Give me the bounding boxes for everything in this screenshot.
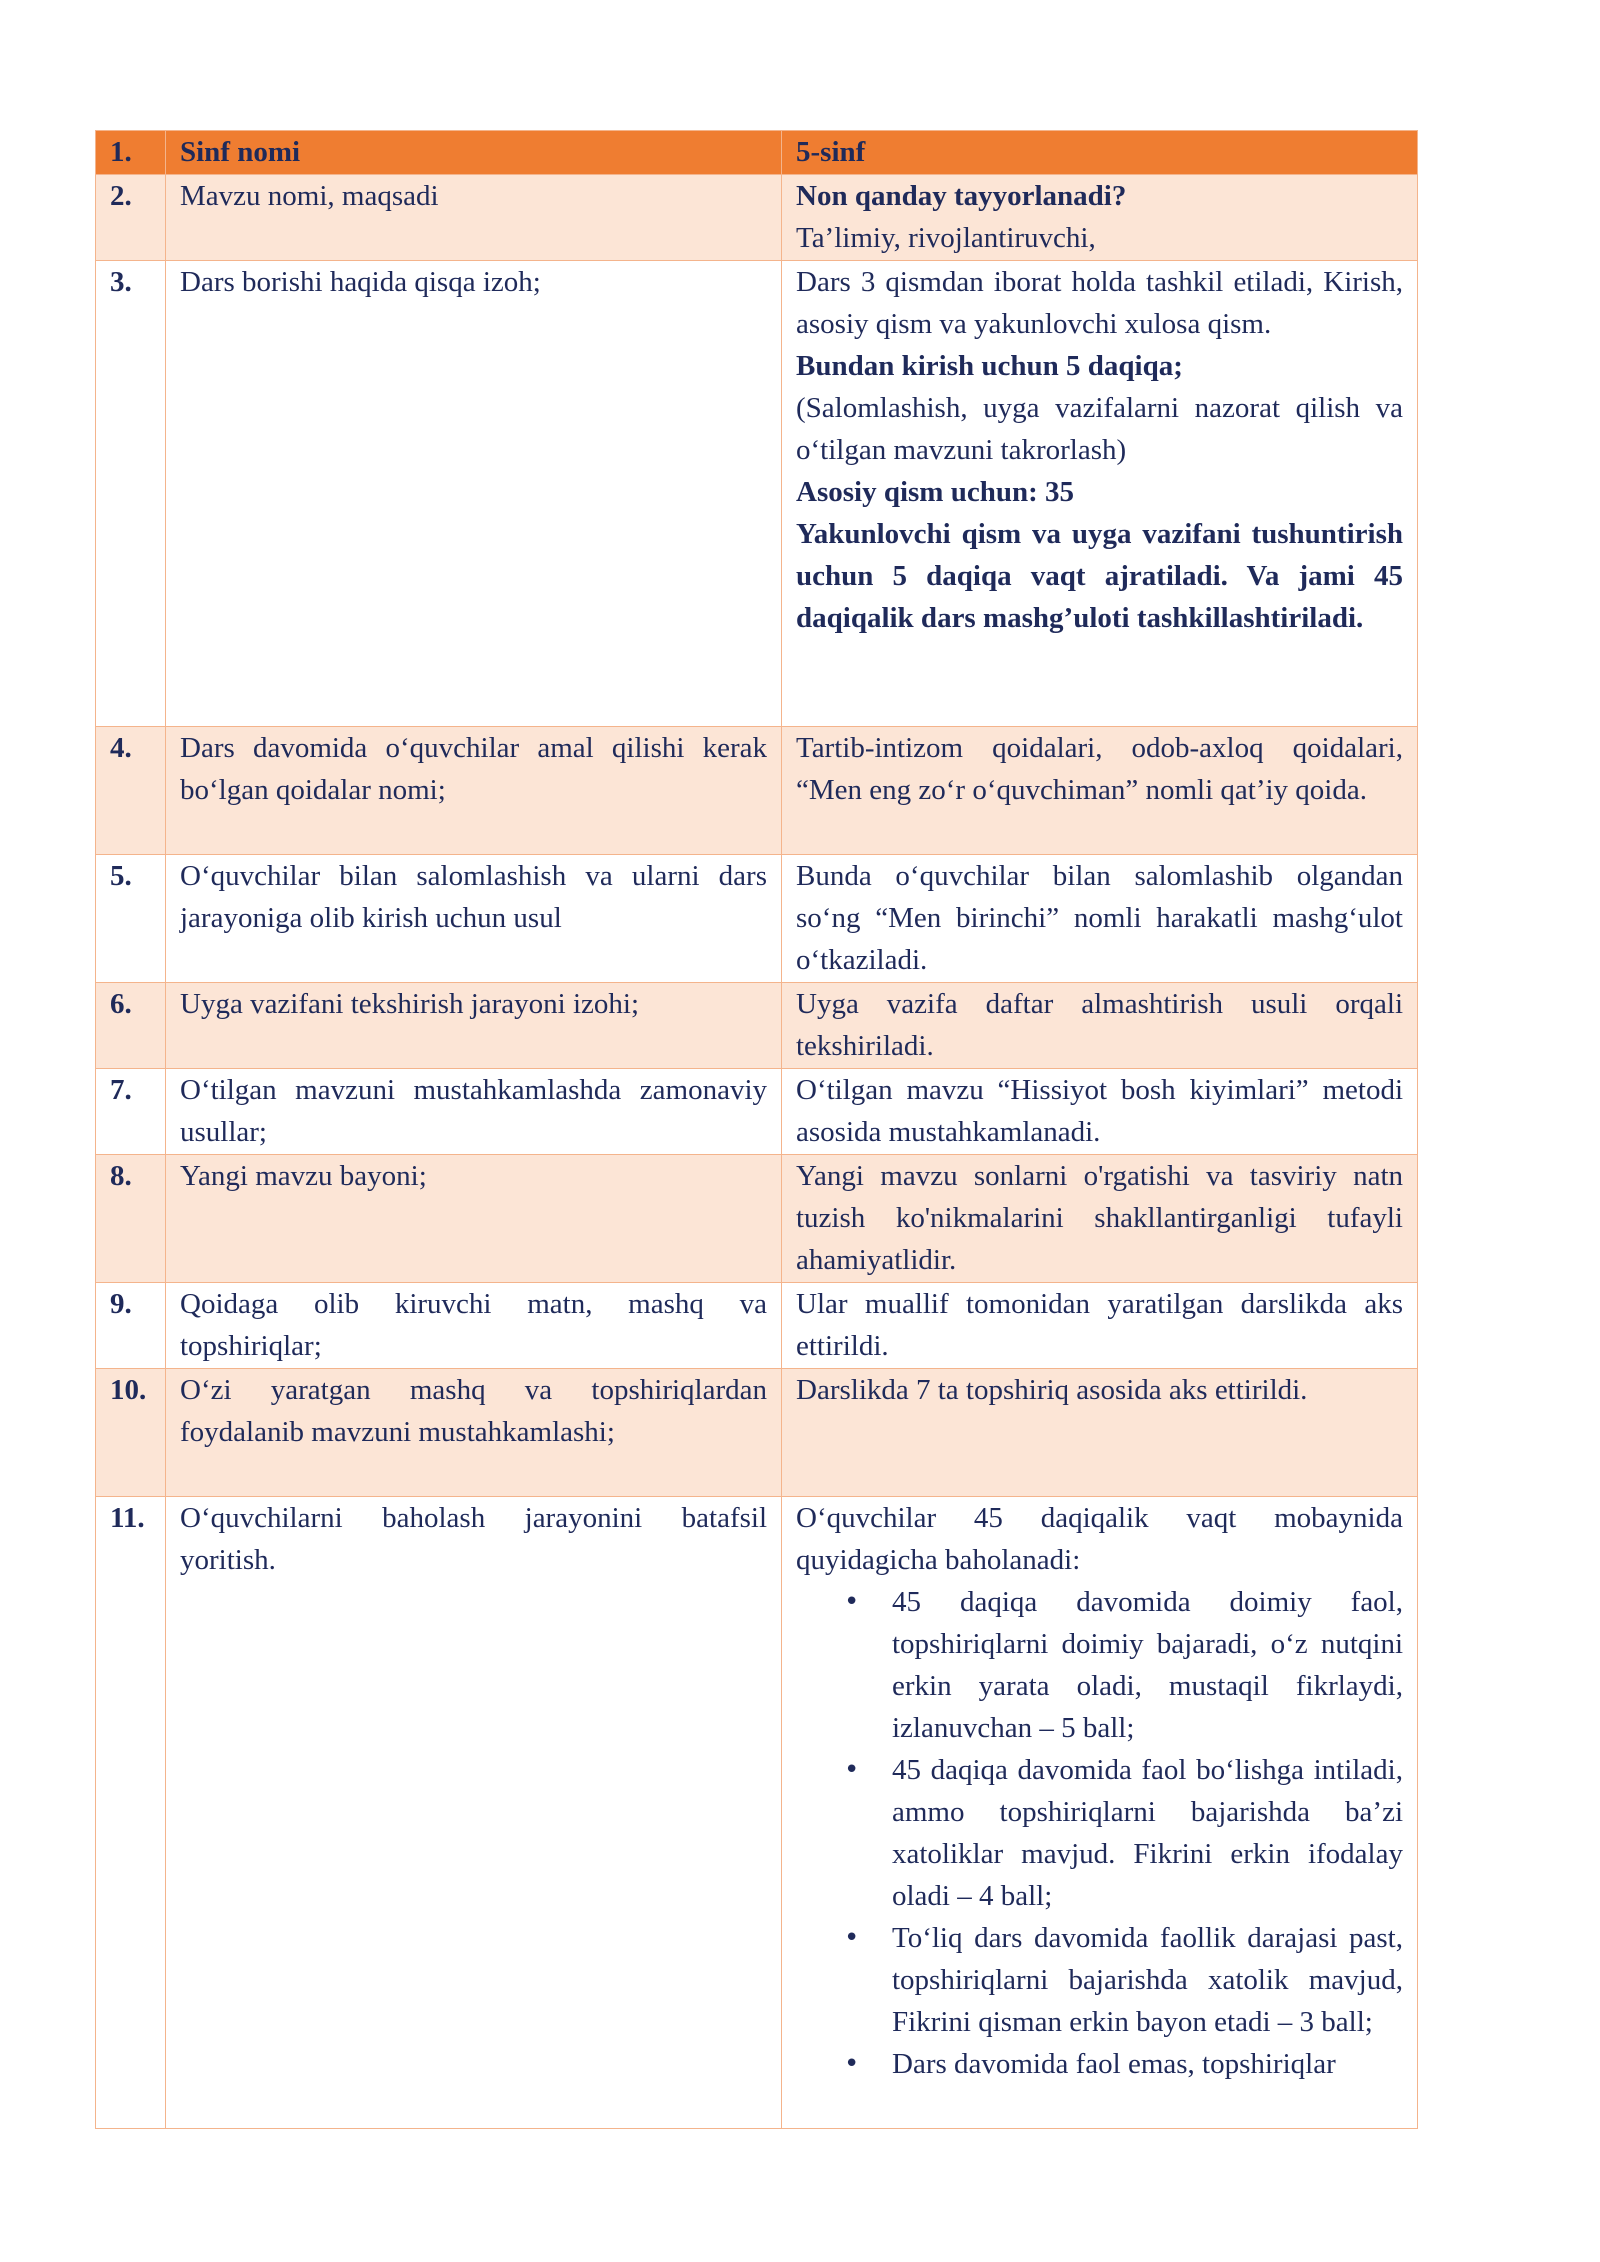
row-number: 11. — [96, 1497, 166, 2129]
row-number: 2. — [96, 175, 166, 261]
table-row — [96, 1283, 1418, 1369]
row-value — [782, 175, 1418, 261]
row-number: 1. — [96, 131, 166, 175]
table-row — [96, 1155, 1418, 1283]
structure-intro: Dars 3 qismdan iborat holda tashkil etiladi, Kirish, asosiy qism va yakunlovchi xulosa qism. — [796, 266, 1403, 340]
list-item: • Dars davomida faol emas, topshiriqlar — [892, 2043, 1403, 2085]
table-row — [96, 261, 1418, 727]
grading-intro: O‘quvchilar 45 daqiqalik vaqt mobaynida quyidagicha baholanadi: — [796, 1502, 1403, 1576]
table-row — [96, 983, 1418, 1069]
row-value: Uyga vazifa daftar almashtirish usuli orqali tekshiriladi. — [782, 983, 1418, 1069]
intro-part-text: (Salomlashish, uyga vazifalarni nazorat qilish va o‘tilgan mavzuni takrorlash) — [796, 392, 1403, 466]
row-label: Qoidaga olib kiruvchi matn, mashq va topshiriqlar; — [166, 1283, 782, 1369]
row-number: 7. — [96, 1069, 166, 1155]
table-row — [96, 131, 1418, 175]
row-label: O‘tilgan mavzuni mustahkamlashda zamonaviy usullar; — [166, 1069, 782, 1155]
table-row — [96, 1369, 1418, 1497]
row-number: 5. — [96, 855, 166, 983]
table-row — [96, 727, 1418, 855]
row-value: 5-sinf — [782, 131, 1418, 175]
row-value: Tartib-intizom qoidalari, odob-axloq qoidalari, “Men eng zo‘r o‘quvchiman” nomli qat’iy qoida. — [782, 727, 1418, 855]
row-label: Uyga vazifani tekshirish jarayoni izohi; — [166, 983, 782, 1069]
row-value: Ular muallif tomonidan yaratilgan darslikda aks ettirildi. — [782, 1283, 1418, 1369]
row-label: Dars davomida o‘quvchilar amal qilishi kerak bo‘lgan qoidalar nomi; — [166, 727, 782, 855]
row-value: Bunda o‘quvchilar bilan salomlashib olgandan so‘ng “Men birinchi” nomli harakatli mashg‘ulot o‘tkaziladi. — [782, 855, 1418, 983]
row-value — [782, 1497, 1418, 2129]
row-label: O‘quvchilar bilan salomlashish va ularni dars jarayoniga olib kirish uchun usul — [166, 855, 782, 983]
row-label: O‘zi yaratgan mashq va topshiriqlardan foydalanib mavzuni mustahkamlashi; — [166, 1369, 782, 1497]
row-label: Yangi mavzu bayoni; — [166, 1155, 782, 1283]
grading-list — [796, 1581, 1403, 2085]
row-number: 3. — [96, 261, 166, 727]
row-number: 8. — [96, 1155, 166, 1283]
row-label: Mavzu nomi, maqsadi — [166, 175, 782, 261]
list-item: • 45 daqiqa davomida doimiy faol, topshiriqlarni doimiy bajaradi, o‘z nutqini erkin yarata oladi, mustaqil fikrlaydi, izlanuvchan – 5 ball; — [892, 1581, 1403, 1749]
final-part-text: Yakunlovchi qism va uyga vazifani tushuntirish uchun 5 daqiqa vaqt ajratiladi. Va jami 45 daqiqalik dars mashg’uloti tashkillashtiriladi. — [796, 518, 1403, 634]
lesson-topic: Non qanday tayyorlanadi? — [796, 180, 1127, 212]
intro-part-title: Bundan kirish uchun 5 daqiqa; — [796, 350, 1183, 382]
row-value: O‘tilgan mavzu “Hissiyot bosh kiyimlari” metodi asosida mustahkamlanadi. — [782, 1069, 1418, 1155]
table-row — [96, 1497, 1418, 2129]
row-value: Yangi mavzu sonlarni o'rgatishi va tasviriy natn tuzish ko'nikmalarini shakllantirganligi tufayli ahamiyatlidir. — [782, 1155, 1418, 1283]
row-number: 9. — [96, 1283, 166, 1369]
row-value: Darslikda 7 ta topshiriq asosida aks ettirildi. — [782, 1369, 1418, 1497]
row-label: Sinf nomi — [166, 131, 782, 175]
main-part-title: Asosiy qism uchun: 35 — [796, 476, 1074, 508]
row-number: 4. — [96, 727, 166, 855]
list-item: • 45 daqiqa davomida faol bo‘lishga intiladi, ammo topshiriqlarni bajarishda ba’zi xatoliklar mavjud. Fikrini erkin ifodalay oladi – 4 ball; — [892, 1749, 1403, 1917]
table-row — [96, 1069, 1418, 1155]
row-label: Dars borishi haqida qisqa izoh; — [166, 261, 782, 727]
list-item: • To‘liq dars davomida faollik darajasi past, topshiriqlarni bajarishda xatolik mavjud, Fikrini qisman erkin bayon etadi – 3 ball; — [892, 1917, 1403, 2043]
row-number: 10. — [96, 1369, 166, 1497]
lesson-goal: Ta’limiy, rivojlantiruvchi, — [796, 222, 1096, 254]
lesson-plan-table — [95, 130, 1418, 2129]
row-label: O‘quvchilarni baholash jarayonini batafsil yoritish. — [166, 1497, 782, 2129]
table-row — [96, 175, 1418, 261]
table-row — [96, 855, 1418, 983]
row-value — [782, 261, 1418, 727]
row-number: 6. — [96, 983, 166, 1069]
